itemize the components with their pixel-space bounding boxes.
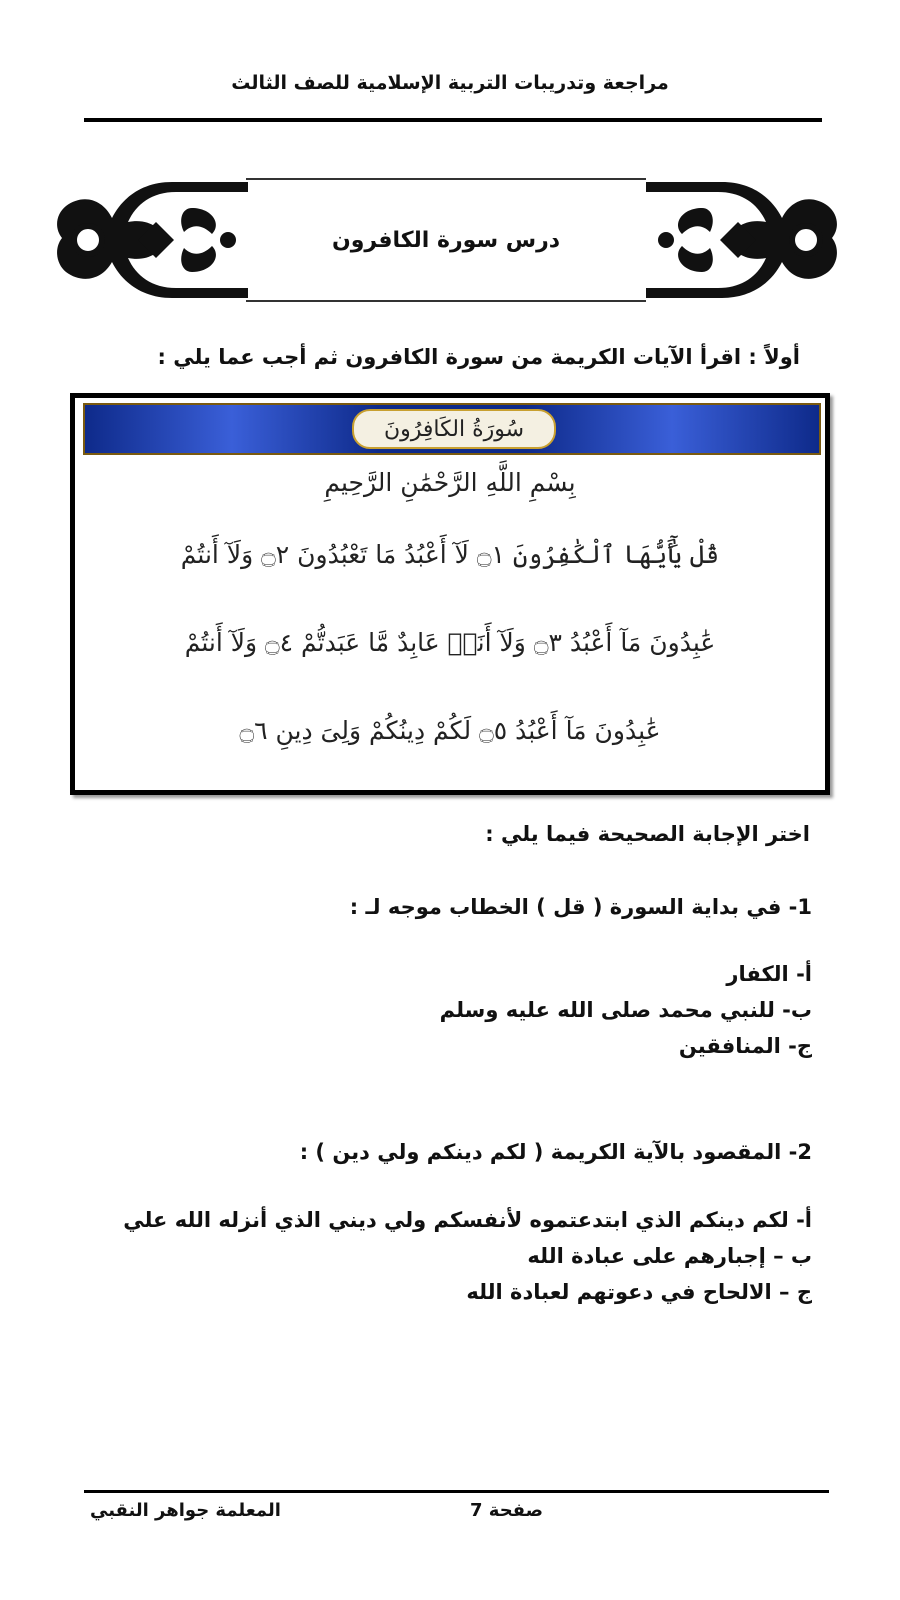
right-ornament-icon bbox=[646, 178, 842, 302]
surah-title-band bbox=[83, 403, 821, 455]
section-intro: أولاً : اقرأ الآيات الكريمة من سورة الكافرون ثم أجب عما يلي : bbox=[157, 345, 800, 369]
lesson-title-box bbox=[246, 178, 646, 302]
left-ornament-icon bbox=[52, 178, 248, 302]
question-1: 1- في بداية السورة ( قل ) الخطاب موجه لـ : bbox=[349, 895, 812, 919]
footer-rule bbox=[84, 1490, 829, 1493]
page-header-title: مراجعة وتدريبات التربية الإسلامية للصف الثالث bbox=[231, 72, 669, 94]
verse-line-3: عَٰبِدُونَ مَآ أَعْبُدُ ۝٥ لَكُمْ دِينُكُمْ وَلِىَ دِينِ ۝٦ bbox=[239, 716, 661, 745]
verse-line-2: عَٰبِدُونَ مَآ أَعْبُدُ ۝٣ وَلَآ أَنَا۠ عَابِدٌ مَّا عَبَدتُّمْ ۝٤ وَلَآ أَنتُمْ bbox=[184, 628, 716, 657]
teacher-name: المعلمة جواهر النقبي bbox=[90, 1500, 281, 1521]
question-1-option-a: أ- الكفار bbox=[726, 962, 812, 986]
quran-passage-frame bbox=[70, 393, 830, 795]
question-2-option-c: ج – الالحاح في دعوتهم لعبادة الله bbox=[466, 1280, 812, 1304]
question-2-option-b: ب – إجبارهم على عبادة الله bbox=[527, 1244, 812, 1268]
question-2: 2- المقصود بالآية الكريمة ( لكم دينكم ولي دين ) : bbox=[299, 1140, 812, 1164]
question-2-option-a: أ- لكم دينكم الذي ابتدعتموه لأنفسكم ولي ديني الذي أنزله الله علي bbox=[123, 1208, 812, 1232]
lesson-title: درس سورة الكافرون bbox=[331, 227, 561, 253]
header-rule bbox=[84, 118, 822, 122]
question-1-option-b: ب- للنبي محمد صلى الله عليه وسلم bbox=[439, 998, 812, 1022]
page-number: صفحة 7 bbox=[470, 1500, 544, 1521]
questions-instruction: اختر الإجابة الصحيحة فيما يلي : bbox=[485, 822, 810, 846]
verse-line-1: قُلْ يَٰٓأَيُّهَا ٱلْكَٰفِرُونَ ۝١ لَآ أَعْبُدُ مَا تَعْبُدُونَ ۝٢ وَلَآ أَنتُمْ bbox=[180, 540, 720, 569]
surah-name: سُورَةُ الكَافِرُونَ bbox=[383, 416, 525, 442]
question-1-option-c: ج- المنافقين bbox=[678, 1034, 812, 1058]
surah-title-plaque bbox=[352, 409, 556, 449]
lesson-banner bbox=[52, 178, 842, 302]
basmala: بِسْمِ اللَّهِ الرَّحْمَٰنِ الرَّحِيمِ bbox=[324, 468, 576, 497]
